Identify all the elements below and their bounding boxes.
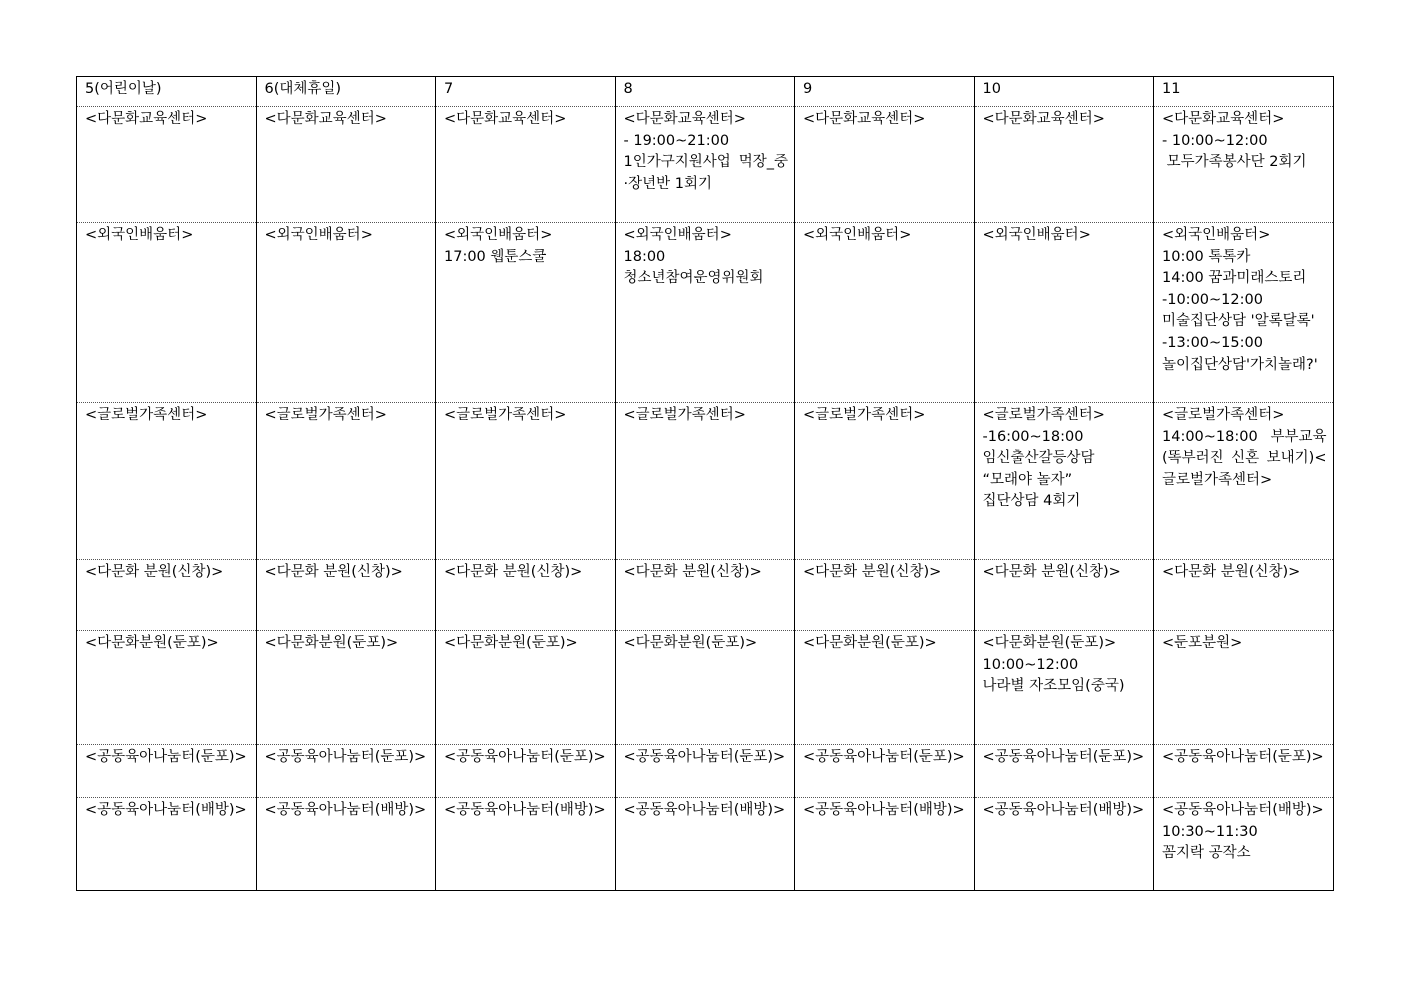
schedule-cell: <공동육아나눔터(둔포)> (436, 745, 616, 798)
day-header-8: 8 (615, 77, 795, 107)
schedule-cell: <다문화교육센터> (795, 107, 975, 223)
schedule-cell: <공동육아나눔터(배방)> (77, 798, 257, 891)
day-header-row (77, 77, 1334, 107)
schedule-cell: <다문화분원(둔포)> (795, 631, 975, 745)
schedule-row-childcare-share-baebang (77, 798, 1334, 891)
day-header-9: 9 (795, 77, 975, 107)
day-header-5: 5(어린이날) (77, 77, 257, 107)
schedule-cell: <공동육아나눔터(둔포)> (615, 745, 795, 798)
schedule-cell: <다문화교육센터> - 10:00~12:00 모두가족봉사단 2회기 (1154, 107, 1334, 223)
schedule-cell: <외국인배움터> (256, 223, 436, 403)
schedule-cell: <글로벌가족센터> (615, 403, 795, 560)
schedule-cell: <글로벌가족센터> (436, 403, 616, 560)
schedule-cell: <공동육아나눔터(배방)> (436, 798, 616, 891)
schedule-cell: <다문화분원(둔포)> (436, 631, 616, 745)
schedule-row-multicultural-education-center (77, 107, 1334, 223)
day-header-6: 6(대체휴일) (256, 77, 436, 107)
day-header-7: 7 (436, 77, 616, 107)
schedule-cell: <공동육아나눔터(배방)> 10:30~11:30 꼼지락 공작소 (1154, 798, 1334, 891)
schedule-cell: <다문화교육센터> (256, 107, 436, 223)
schedule-row-global-family-center (77, 403, 1334, 560)
schedule-cell: <공동육아나눔터(배방)> (974, 798, 1154, 891)
schedule-cell: <다문화교육센터> (77, 107, 257, 223)
schedule-cell: <글로벌가족센터> -16:00~18:00 임신출산갈등상담 “모래야 놀자” 집단상담 4회기 (974, 403, 1154, 560)
schedule-cell: <외국인배움터> 17:00 웹툰스쿨 (436, 223, 616, 403)
schedule-sheet (76, 76, 1334, 891)
schedule-cell: <외국인배움터> 10:00 톡톡카 14:00 꿈과미래스토리 -10:00~12:00 미술집단상담 '알록달록' -13:00~15:00 놀이집단상담'가치놀래?' (1154, 223, 1334, 403)
schedule-cell: <다문화교육센터> (436, 107, 616, 223)
weekly-calendar-table (76, 76, 1334, 891)
schedule-cell: <글로벌가족센터> 14:00~18:00 부부교육(똑부러진 신혼 보내기)<글로벌가족센터> (1154, 403, 1334, 560)
schedule-row-foreign-learning-center (77, 223, 1334, 403)
schedule-cell: <다문화 분원(신창)> (77, 560, 257, 631)
schedule-cell: <공동육아나눔터(배방)> (615, 798, 795, 891)
schedule-cell: <다문화분원(둔포)> (256, 631, 436, 745)
schedule-cell: <글로벌가족센터> (795, 403, 975, 560)
schedule-cell: <다문화 분원(신창)> (1154, 560, 1334, 631)
schedule-cell: <글로벌가족센터> (256, 403, 436, 560)
schedule-cell: <다문화교육센터> (974, 107, 1154, 223)
schedule-cell: <공동육아나눔터(둔포)> (974, 745, 1154, 798)
schedule-cell: <둔포분원> (1154, 631, 1334, 745)
schedule-cell: <다문화 분원(신창)> (974, 560, 1154, 631)
schedule-cell: <다문화 분원(신창)> (256, 560, 436, 631)
schedule-cell: <다문화교육센터> - 19:00~21:00 1인가구지원사업 먹장_중·장년반 1회기 (615, 107, 795, 223)
schedule-cell: <공동육아나눔터(둔포)> (1154, 745, 1334, 798)
schedule-cell: <다문화분원(둔포)> 10:00~12:00 나라별 자조모임(중국) (974, 631, 1154, 745)
schedule-cell: <다문화분원(둔포)> (615, 631, 795, 745)
schedule-cell: <공동육아나눔터(둔포)> (77, 745, 257, 798)
schedule-cell: <외국인배움터> (77, 223, 257, 403)
schedule-row-childcare-share-dunpo (77, 745, 1334, 798)
schedule-cell: <외국인배움터> (974, 223, 1154, 403)
day-header-11: 11 (1154, 77, 1334, 107)
schedule-cell: <공동육아나눔터(배방)> (256, 798, 436, 891)
schedule-row-multicultural-branch-sinchang (77, 560, 1334, 631)
schedule-cell: <공동육아나눔터(둔포)> (795, 745, 975, 798)
schedule-cell: <다문화 분원(신창)> (615, 560, 795, 631)
calendar-body (77, 77, 1334, 891)
schedule-cell: <외국인배움터> (795, 223, 975, 403)
schedule-cell: <다문화 분원(신창)> (795, 560, 975, 631)
schedule-cell: <다문화 분원(신창)> (436, 560, 616, 631)
schedule-cell: <다문화분원(둔포)> (77, 631, 257, 745)
schedule-row-multicultural-branch-dunpo (77, 631, 1334, 745)
schedule-cell: <공동육아나눔터(배방)> (795, 798, 975, 891)
schedule-cell: <글로벌가족센터> (77, 403, 257, 560)
day-header-10: 10 (974, 77, 1154, 107)
schedule-cell: <공동육아나눔터(둔포)> (256, 745, 436, 798)
schedule-cell: <외국인배움터> 18:00 청소년참여운영위원회 (615, 223, 795, 403)
